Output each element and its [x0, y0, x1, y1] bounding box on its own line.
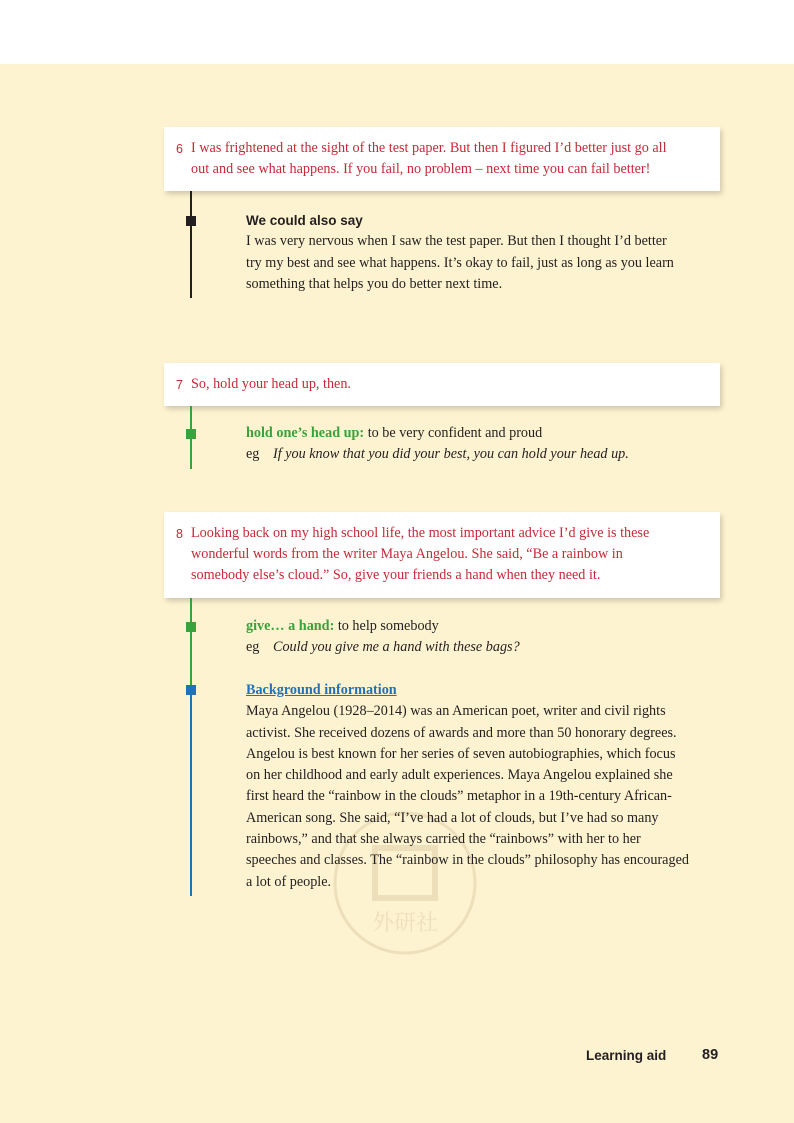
quote-box-6 — [164, 127, 720, 191]
quote-line: out and see what happens. If you fail, no problem – next time you can fail better! — [191, 161, 651, 177]
note-marker-green — [186, 429, 196, 439]
vocab-term: hold one’s head up: — [246, 425, 365, 441]
background-heading-link[interactable]: Background information — [246, 682, 397, 698]
vocab-example: Could you give me a hand with these bags? — [273, 639, 520, 656]
background-line: speeches and classes. The “rainbow in the clouds” philosophy has encouraged — [246, 852, 689, 869]
item-number: 7 — [176, 378, 183, 392]
quote-line: I was frightened at the sight of the test paper. But then I figured I’d better just go all — [191, 140, 667, 156]
note-line: try my best and see what happens. It’s okay to fail, just as long as you learn — [246, 254, 674, 271]
background-connector-line — [190, 690, 192, 896]
eg-label: eg — [246, 446, 260, 463]
note-marker-green — [186, 622, 196, 632]
vocab-note-hold-head-up — [246, 423, 720, 466]
note-marker-blue — [186, 685, 196, 695]
background-line: first heard the “rainbow in the clouds” metaphor in a 19th-century African- — [246, 788, 672, 805]
vocab-definition: to be very confident and proud — [364, 425, 543, 441]
watermark-text: 外研社 — [371, 911, 439, 936]
quote-text — [191, 523, 702, 586]
quote-text — [191, 374, 702, 395]
note-line: something that helps you do better next time. — [246, 275, 503, 292]
quote-box-8 — [164, 512, 720, 598]
quote-text — [191, 138, 702, 180]
quote-line: wonderful words from the writer Maya Angelou. She said, “Be a rainbow in — [191, 546, 623, 562]
item-number: 6 — [176, 142, 183, 156]
vocab-note-give-a-hand — [246, 616, 720, 659]
background-line: activist. She received dozens of awards and more than 50 honorary degrees. — [246, 724, 677, 741]
background-line: American song. She said, “I’ve had a lot of clouds, but I’ve had so many — [246, 809, 659, 826]
eg-label: eg — [246, 639, 260, 656]
note-heading: We could also say — [246, 213, 363, 228]
background-line: on her childhood and early adult experiences. Maya Angelou explained she — [246, 767, 673, 784]
item-number: 8 — [176, 527, 183, 541]
footer-section-label: Learning aid — [586, 1048, 667, 1063]
background-line: rainbows,” and that she always carried the “rainbows” with her to her — [246, 831, 641, 848]
vocab-definition: to help somebody — [334, 618, 439, 634]
note-line: I was very nervous when I saw the test paper. But then I thought I’d better — [246, 233, 667, 250]
background-line: a lot of people. — [246, 873, 332, 890]
note-could-also-say — [246, 210, 720, 295]
page-number: 89 — [702, 1047, 719, 1063]
vocab-example: If you know that you did your best, you can hold your head up. — [273, 446, 629, 463]
quote-line: So, hold your head up, then. — [191, 376, 351, 392]
note-marker-black — [186, 216, 196, 226]
background-line: Maya Angelou (1928–2014) was an American poet, writer and civil rights — [246, 703, 666, 720]
background-information — [246, 680, 720, 893]
background-line: Angelou is best known for her series of seven autobiographies, which focus — [246, 745, 676, 762]
vocab-term: give… a hand: — [246, 618, 335, 634]
quote-line: somebody else’s cloud.” So, give your friends a hand when they need it. — [191, 567, 601, 583]
note-connector-line — [190, 191, 192, 298]
note-connector-line — [190, 598, 192, 690]
quote-box-7 — [164, 363, 720, 406]
quote-line: Looking back on my high school life, the most important advice I’d give is these — [191, 525, 650, 541]
